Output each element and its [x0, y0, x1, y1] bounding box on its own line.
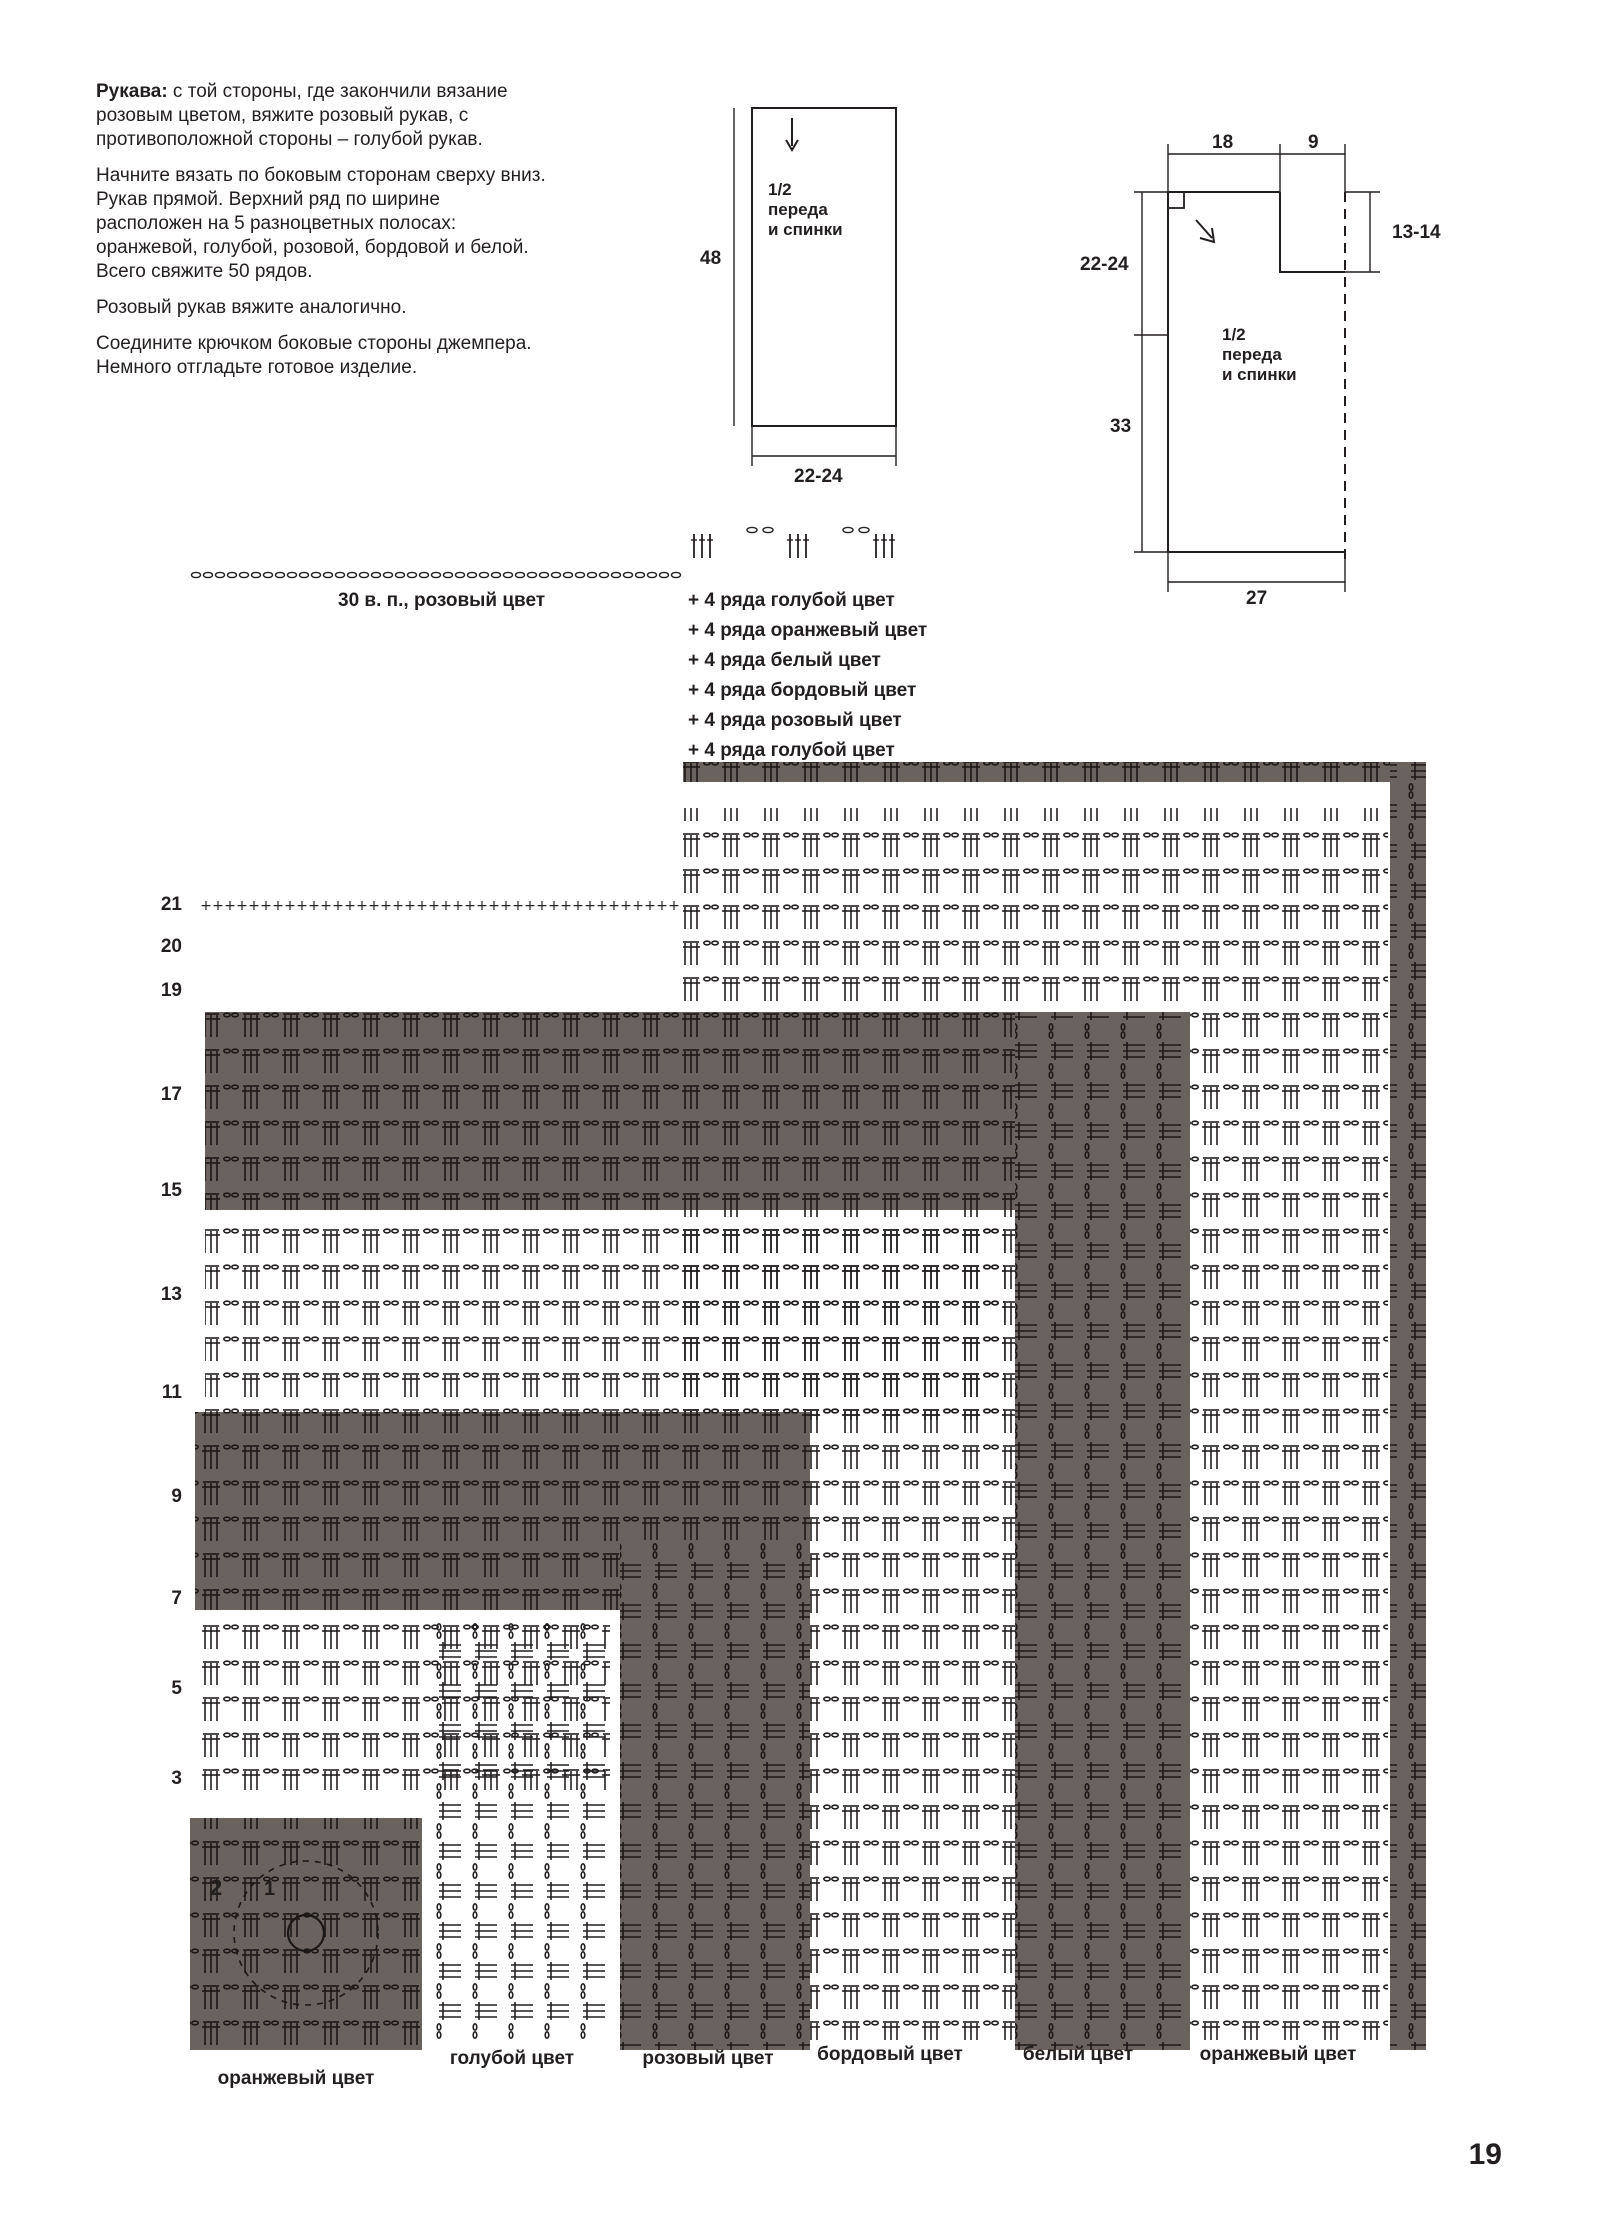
- sc-plus-mark: +: [476, 898, 488, 914]
- chain-stitch: [504, 572, 513, 577]
- chain-stitch: [372, 572, 381, 577]
- sc-plus-mark: +: [548, 898, 560, 914]
- chain-stitch: [648, 572, 657, 577]
- chain-stitch: [859, 527, 869, 532]
- chain-stitch: [216, 572, 225, 577]
- chain-stitch: [763, 527, 773, 532]
- sc-plus-mark: +: [260, 898, 272, 914]
- row-number: 11: [161, 1382, 182, 1403]
- sc-plus-mark: +: [632, 898, 644, 914]
- sleeve-row-item: + 4 ряда белый цвет: [688, 650, 881, 671]
- sc-plus-mark: +: [440, 898, 452, 914]
- outer-band-top-stitches: [683, 762, 1426, 782]
- body-label-line2: переда: [1222, 345, 1282, 364]
- body-neck-label: 13-14: [1392, 222, 1441, 243]
- sc-plus-mark: +: [620, 898, 632, 914]
- chain-stitch: [348, 572, 357, 577]
- sleeve-row-item: + 4 ряда голубой цвет: [688, 590, 895, 611]
- sc-plus-mark: +: [368, 898, 380, 914]
- sleeve-width-label: 22-24: [794, 466, 843, 487]
- chain-stitch: [456, 572, 465, 577]
- row-number: 9: [171, 1486, 182, 1507]
- sleeve-label-line3: и спинки: [768, 220, 843, 239]
- chain-stitch: [468, 572, 477, 577]
- sc-plus-mark: +: [656, 898, 668, 914]
- chain-stitch: [276, 572, 285, 577]
- sc-plus-mark: +: [248, 898, 260, 914]
- body-label-line3: и спинки: [1222, 365, 1297, 384]
- row-number: 7: [171, 1588, 182, 1609]
- sleeve-piece-label: [768, 180, 843, 239]
- sleeve-row-list: [688, 590, 927, 761]
- band-label: розовый цвет: [642, 2048, 774, 2069]
- row-number: 19: [160, 980, 182, 1001]
- start-chain: [192, 572, 681, 577]
- row-number: 15: [160, 1180, 182, 1201]
- row-number: 21: [160, 894, 182, 915]
- body-top-right-label: 9: [1308, 132, 1319, 153]
- sleeve-row-item: + 4 ряда бордовый цвет: [688, 680, 917, 701]
- row-number: 5: [171, 1678, 182, 1699]
- body-top-left-label: 18: [1212, 132, 1234, 153]
- chain-stitch: [747, 527, 757, 532]
- pink-band-light: [205, 1220, 1005, 1420]
- sleeve-row-item: + 4 ряда розовый цвет: [688, 710, 902, 731]
- row-numbers: [161, 894, 183, 1789]
- sc-plus-mark: +: [464, 898, 476, 914]
- chain-stitch: [384, 572, 393, 577]
- chain-stitch: [432, 572, 441, 577]
- chain-label: 30 в. п., розовый цвет: [338, 590, 546, 611]
- sleeve-height-label: 48: [700, 248, 722, 269]
- sleeve-label-line1: 1/2: [768, 180, 792, 199]
- center-label-1: 1: [264, 1878, 276, 1900]
- chain-stitch: [564, 572, 573, 577]
- chain-stitch: [492, 572, 501, 577]
- sc-plus-mark: +: [392, 898, 404, 914]
- center-label-2: 2: [210, 1875, 223, 1900]
- chain-stitch: [192, 572, 201, 577]
- chain-stitch: [204, 572, 213, 577]
- body-bottom-label: 27: [1246, 588, 1268, 609]
- chain-stitch: [396, 572, 405, 577]
- chain-stitch: [300, 572, 309, 577]
- sleeve-label-line2: переда: [768, 200, 828, 219]
- sleeve-row-item: + 4 ряда оранжевый цвет: [688, 620, 928, 641]
- instructions-paragraph-4: Соедините крючком боковые стороны джемпера. Немного отгладьте готовое изделие.: [96, 333, 532, 378]
- sc-plus-mark: +: [668, 898, 680, 914]
- chain-stitch: [516, 572, 525, 577]
- sc-plus-mark: +: [344, 898, 356, 914]
- row-21-plus-marks: [200, 898, 680, 914]
- chain-stitch: [636, 572, 645, 577]
- sc-plus-mark: +: [332, 898, 344, 914]
- sc-plus-mark: +: [512, 898, 524, 914]
- sc-plus-mark: +: [488, 898, 500, 914]
- chain-stitch: [360, 572, 369, 577]
- body-piece-label: [1222, 325, 1297, 384]
- band-label: оранжевый цвет: [1199, 2044, 1357, 2065]
- band-label: оранжевый цвет: [217, 2068, 375, 2089]
- chain-stitch: [444, 572, 453, 577]
- body-lower-side-label: 33: [1110, 416, 1132, 437]
- chain-stitch: [324, 572, 333, 577]
- chain-stitch: [240, 572, 249, 577]
- sc-plus-mark: +: [236, 898, 248, 914]
- sc-plus-mark: +: [272, 898, 284, 914]
- sc-plus-mark: +: [428, 898, 440, 914]
- chain-stitch: [408, 572, 417, 577]
- rose-band-vertical: [620, 1540, 810, 2050]
- sc-plus-mark: +: [380, 898, 392, 914]
- sc-plus-mark: +: [320, 898, 332, 914]
- sc-plus-mark: +: [500, 898, 512, 914]
- sc-plus-mark: +: [416, 898, 428, 914]
- chain-stitch: [600, 572, 609, 577]
- chain-stitch: [312, 572, 321, 577]
- sc-plus-mark: +: [308, 898, 320, 914]
- sc-plus-mark: +: [284, 898, 296, 914]
- row-number: 3: [171, 1768, 182, 1789]
- sc-plus-mark: +: [404, 898, 416, 914]
- center-square: [190, 1818, 422, 2050]
- band-labels: [218, 2044, 1357, 2089]
- sc-plus-mark: +: [524, 898, 536, 914]
- body-label-line1: 1/2: [1222, 325, 1246, 344]
- sc-plus-mark: +: [452, 898, 464, 914]
- sc-plus-mark: +: [584, 898, 596, 914]
- chain-stitch: [552, 572, 561, 577]
- chain-stitch: [624, 572, 633, 577]
- chain-stitch: [528, 572, 537, 577]
- outer-band-right: [1390, 762, 1426, 2050]
- sleeve-row-item: + 4 ряда голубой цвет: [688, 740, 895, 761]
- sc-plus-mark: +: [572, 898, 584, 914]
- chain-stitch: [336, 572, 345, 577]
- band-label: белый цвет: [1022, 2044, 1134, 2065]
- sc-plus-mark: +: [560, 898, 572, 914]
- row-number: 17: [160, 1084, 182, 1105]
- instructions-paragraph-2: Начните вязать по боковым сторонам сверху вниз. Рукав прямой. Верхний ряд по ширине расположен на 5 разноцветных полосах: оранжевой, голубой, розовой, бордовой и белой. Всего свяжите 50 рядов.: [96, 165, 546, 282]
- sc-plus-mark: +: [296, 898, 308, 914]
- instructions-paragraph-3: Розовый рукав вяжите аналогично.: [96, 297, 407, 318]
- chain-stitch: [576, 572, 585, 577]
- blue-band-light-vertical: [430, 1620, 610, 2040]
- chain-stitch: [660, 572, 669, 577]
- sc-plus-mark: +: [356, 898, 368, 914]
- sleeve-stitch-sample: [691, 527, 895, 558]
- sc-plus-mark: +: [536, 898, 548, 914]
- chain-stitch: [612, 572, 621, 577]
- sc-plus-mark: +: [608, 898, 620, 914]
- chain-stitch: [540, 572, 549, 577]
- chain-stitch: [843, 527, 853, 532]
- sc-plus-mark: +: [644, 898, 656, 914]
- sc-plus-mark: +: [212, 898, 224, 914]
- chain-stitch: [228, 572, 237, 577]
- sc-plus-mark: +: [224, 898, 236, 914]
- body-upper-side-label: 22-24: [1080, 254, 1129, 275]
- chain-stitch: [288, 572, 297, 577]
- sleeve-schematic: [734, 108, 896, 466]
- page-number: 19: [1468, 2138, 1502, 2171]
- chain-stitch: [672, 572, 681, 577]
- bordeaux-band-vertical: [1015, 1012, 1190, 2050]
- chain-stitch: [420, 572, 429, 577]
- band-label: бордовый цвет: [817, 2044, 963, 2065]
- row-number: 20: [160, 936, 182, 957]
- chain-stitch: [588, 572, 597, 577]
- instructions-lead: Рукава:: [96, 81, 168, 102]
- chain-stitch: [480, 572, 489, 577]
- instructions-text-1: с той стороны, где закончили вязание розовым цветом, вяжите розовый рукав, с противоположной стороны – голубой рукав.: [96, 81, 508, 150]
- chain-stitch: [264, 572, 273, 577]
- square-diagram: [190, 762, 1426, 2050]
- row-number: 13: [160, 1284, 182, 1305]
- sc-plus-mark: +: [596, 898, 608, 914]
- chain-stitch: [252, 572, 261, 577]
- band-label: голубой цвет: [449, 2048, 575, 2069]
- sc-plus-mark: +: [200, 898, 212, 914]
